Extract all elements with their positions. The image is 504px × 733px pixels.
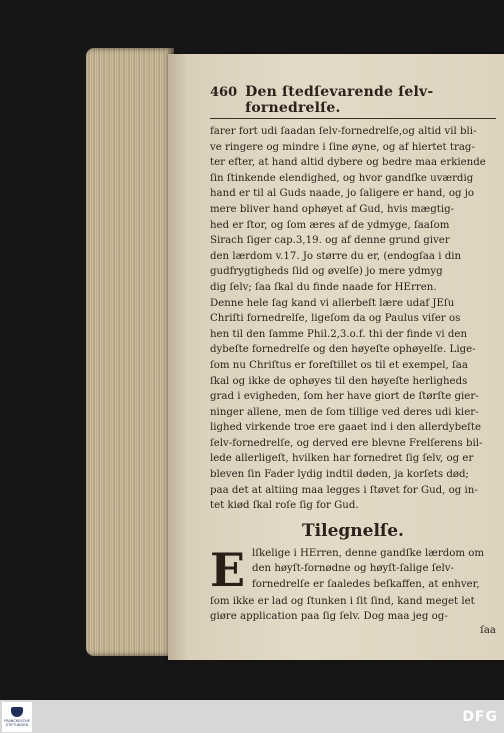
catchword: ſaa xyxy=(480,625,496,637)
viewer-footer-bar xyxy=(0,700,504,733)
text-line: dig ſelv; ſaa ſkal du finde naade for HErren. xyxy=(210,281,437,293)
text-line: giøre application paa ſig ſelv. Dog maa jeg og- xyxy=(210,611,448,623)
text-line: lede allerligeſt, hvilken har fornedret ſig ſelv, og er xyxy=(210,453,474,465)
page-number: 460 xyxy=(210,85,238,100)
text-line: den lærdom v.17. Jo større du er, (endogſaa i din xyxy=(210,250,462,262)
text-line: Sirach ſiger cap.3,19. og af denne grund giver xyxy=(210,235,450,247)
text-line: hand er til al Guds naade, jo ſaligere er hand, og jo xyxy=(210,188,475,200)
text-line: tet kiød ſkal roſe ſig for Gud. xyxy=(210,500,359,512)
text-line: paa det at altiing maa legges i ſtøvet for Gud, og in- xyxy=(210,484,478,496)
logo-text: FRANCKESCHE STIFTUNGEN xyxy=(4,718,30,727)
text-line: grad i evigheden, ſom her have giort de ſtørſte gier- xyxy=(210,391,479,403)
book-page xyxy=(168,54,504,660)
text-line: lighed virkende troe ere gaaet ind i den allerdybeſte xyxy=(210,422,482,434)
book-page-edges xyxy=(86,48,174,656)
text-line: ſom nu Chriſtus er foreſtillet os til et exempel, ſaa xyxy=(210,359,468,371)
text-line: Chriſti fornedrelſe, ligeſom da og Paulus viſer os xyxy=(210,313,461,325)
text-line: mere bliver hand ophøyet af Gud, hvis mægtig- xyxy=(210,203,455,215)
paragraph-1 xyxy=(210,124,496,514)
text-line: bleven ſin Fader lydig indtil døden, ja korſets død; xyxy=(210,469,469,481)
text-line: ninger allene, men de ſom tillige ved deres udi kier- xyxy=(210,406,479,418)
text-line: lſkelige i HErren, denne gandſke lærdom om xyxy=(252,547,485,559)
text-line: Denne hele ſag kand vi allerbeſt lære udaf JEſu xyxy=(210,297,455,309)
drop-cap: E xyxy=(210,542,246,597)
crest-icon xyxy=(11,707,23,717)
running-title: Den ſtedſevarende ſelv-fornedrelſe. xyxy=(245,84,434,116)
text-line: den høyſt-fornødne og høyſt-ſalige ſelv- xyxy=(252,563,454,575)
text-line: hed er ſtor, og ſom æres af de ydmyge, ſaaſom xyxy=(210,219,450,231)
text-line: hen til den ſamme Phil.2,3.o.f. thi der finde vi den xyxy=(210,328,468,340)
text-line: ſkal og ikke de ophøyes til den høyeſte herligheds xyxy=(210,375,468,387)
text-line: ve ringere og mindre i ſine øyne, og af hiertet trag- xyxy=(210,141,475,153)
dfg-logo[interactable]: DFG xyxy=(462,708,498,725)
text-line: ſelv-fornedrelſe, og derved ere blevne Frelſerens bil- xyxy=(210,437,483,449)
text-line: ter efter, at hand altid dybere og bedre maa erkiende xyxy=(210,157,486,169)
text-line: dybeſte fornedrelſe og den høyeſte ophøyelſe. Lige- xyxy=(210,344,476,356)
page-header xyxy=(210,84,496,119)
text-line: farer fort udi ſaadan ſelv-fornedrelſe,og altid vil bli- xyxy=(210,126,477,137)
page-content xyxy=(210,84,496,636)
text-line: ſin ſtinkende elendighed, og hvor gandſke uværdig xyxy=(210,172,474,184)
text-line: fornedrelſe er ſaaledes beſkaffen, at enhver, xyxy=(252,579,480,591)
paragraph-2 xyxy=(210,542,496,625)
section-title: Tilegnelſe. xyxy=(302,520,404,541)
francke-foundation-logo[interactable] xyxy=(2,702,32,732)
text-line: ſom ikke er lad og ſtunken i ſit ſind, kand meget let xyxy=(210,595,475,607)
text-line: gudfrygtigheds ſiid og øvelſe) jo mere ydmyg xyxy=(210,266,443,278)
